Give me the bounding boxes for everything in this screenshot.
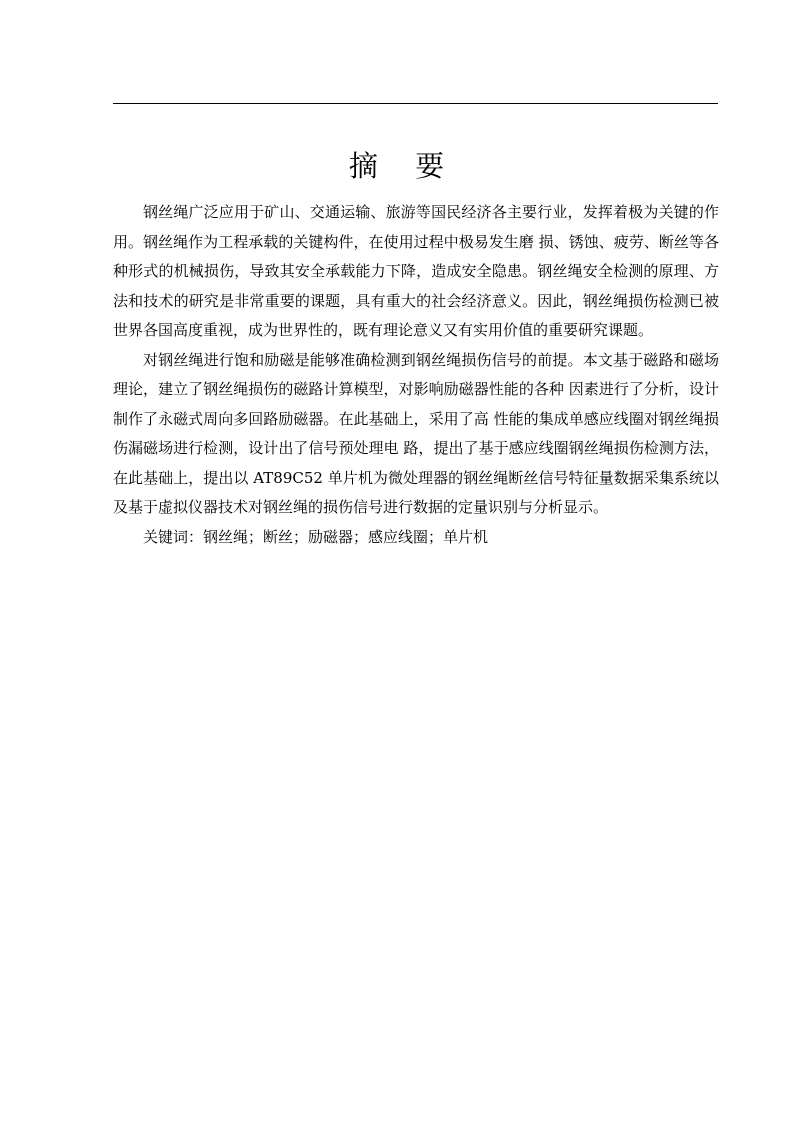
page-title: 摘 要: [348, 149, 459, 183]
header-rule: [113, 103, 718, 104]
abstract-body: [113, 198, 719, 552]
abstract-paragraph-1: 钢丝绳广泛应用于矿山、交通运输、旅游等国民经济各主要行业，发挥着极为关键的作用。钢丝绳作为工程承载的关键构件，在使用过程中极易发生磨 损、锈蚀、疲劳、断丝等各种形式的机械损伤，导致其安全承载能力下降，造成安全隐患。钢丝绳安全检测的原理、方法和技术的研究是非常重要的课题，具有重大的社会经济意义。因此，钢丝绳损伤检测已被世界各国高度重视，成为世界性的，既有理论意义又有实用价值的重要研究课题。: [113, 203, 719, 339]
keywords-line: 关键词：钢丝绳；断丝；励磁器；感应线圈；单片机: [143, 527, 489, 546]
abstract-paragraph-2: 对钢丝绳进行饱和励磁是能够准确检测到钢丝绳损伤信号的前提。本文基于磁路和磁场理论，建立了钢丝绳损伤的磁路计算模型，对影响励磁器性能的各种 因素进行了分析，设计制作了永磁式周向多回路励磁器。在此基础上，采用了高 性能的集成单感应线圈对钢丝绳损伤漏磁场进行检测，设计出了信号预处理电 路，提出了基于感应线圈钢丝绳损伤检测方法，在此基础上，提出以 AT89C52 单片机为微处理器的钢丝绳断丝信号特征量数据采集系统以及基于虚拟仪器技术对钢丝绳的损伤信号进行数据的定量识别与分析显示。: [113, 350, 719, 516]
